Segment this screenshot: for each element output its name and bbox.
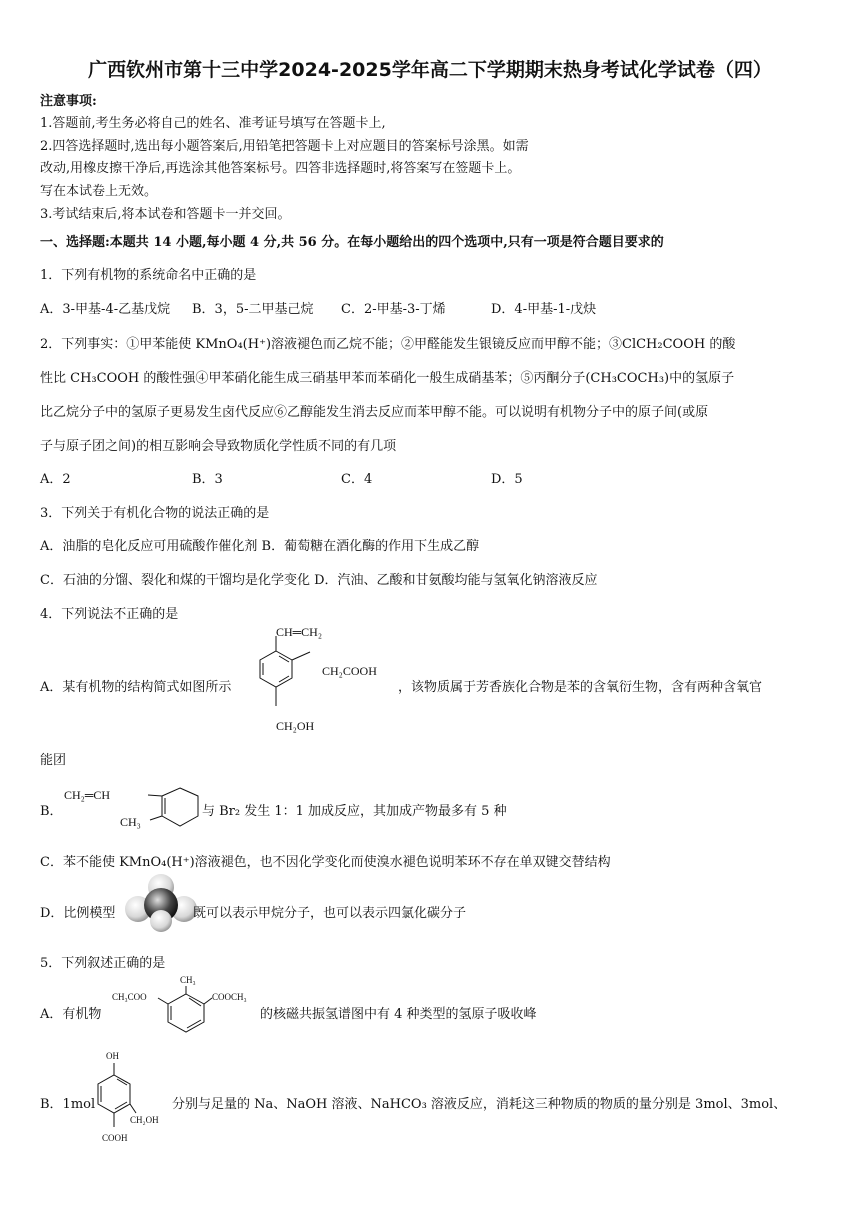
q2-option-b: B．3 <box>192 472 223 487</box>
q4-structure-b-methyl: CH₃ <box>120 815 141 829</box>
q3-options-cd: C．石油的分馏、裂化和煤的干馏均是化学变化 D．汽油、乙酸和甘氨酸均能与氢氧化钠溶液反应 <box>40 573 598 588</box>
section-heading: 一、选择题:本题共 14 小题,每小题 4 分,共 56 分。在每小题给出的四个选项中,只有一项是符合题目要求的 <box>40 235 664 250</box>
notice-line-5: 3.考试结束后,将本试卷和答题卡一并交回。 <box>40 207 291 222</box>
q4-structure-a <box>262 626 402 738</box>
q4-structure-b-vinyl: CH₂═CH <box>64 788 111 802</box>
q5-structure-a <box>112 972 262 1034</box>
q3-stem: 3．下列关于有机化合物的说法正确的是 <box>40 506 270 521</box>
q2-option-d: D．5 <box>491 472 523 487</box>
q5-structure-b <box>96 1047 176 1145</box>
q2-stem-line-3: 比乙烷分子中的氢原子更易发生卤代反应⑥乙醇能发生消去反应而苯甲醇不能。可以说明有机物分子中的原子间(或原 <box>40 405 709 420</box>
q5-structure-b-right: CH₂OH <box>130 1115 159 1125</box>
page-title: 广西钦州市第十三中学2024-2025学年高二下学期期末热身考试化学试卷（四） <box>88 59 772 81</box>
q5-option-a-prefix: A．有机物 <box>40 1007 102 1022</box>
q2-option-c: C．4 <box>341 472 373 487</box>
q5-structure-a-left: CH₃COO <box>112 992 147 1002</box>
q5-stem: 5．下列叙述正确的是 <box>40 956 166 971</box>
q3-options-ab: A．油脂的皂化反应可用硫酸作催化剂 B．葡萄糖在酒化酶的作用下生成乙醇 <box>40 539 480 554</box>
notice-line-2: 2.四答选择题时,选出每小题答案后,用铅笔把答题卡上对应题目的答案标号涂黑。如需 <box>40 139 529 154</box>
q2-stem-line-2: 性比 CH₃COOH 的酸性强④甲苯硝化能生成三硝基甲苯而苯硝化一般生成硝基苯；⑤丙酮分子(CH₃COCH₃)中的氢原子 <box>40 371 735 386</box>
q4-option-a-suffix: ，该物质属于芳香族化合物是苯的含氧衍生物，含有两种含氧官 <box>398 680 763 695</box>
notice-heading: 注意事项: <box>40 94 97 109</box>
q1-option-b: B．3，5-二甲基己烷 <box>192 302 314 317</box>
q1-option-d: D．4-甲基-1-戊炔 <box>491 302 597 317</box>
q2-stem-line-1: 2．下列事实：①甲苯能使 KMnO₄(H⁺)溶液褪色而乙烷不能；②甲醛能发生银镜反应而甲醇不能；③ClCH₂COOH 的酸 <box>40 337 736 352</box>
notice-line-3: 改动,用橡皮擦干净后,再选涂其他答案标号。四答非选择题时,将答案写在签题卡上。 <box>40 161 521 176</box>
q4-stem: 4．下列说法不正确的是 <box>40 607 179 622</box>
q4-option-d-suffix: 既可以表示甲烷分子，也可以表示四氯化碳分子 <box>193 906 467 921</box>
q5-structure-b-bottom: COOH <box>102 1133 128 1143</box>
q4-structure-a-bottom: CH₂OH <box>276 719 315 733</box>
q5-option-b-suffix: 分别与足量的 Na、NaOH 溶液、NaHCO₃ 溶液反应，消耗这三种物质的物质的量分别是 3mol、3mol、 <box>172 1097 787 1112</box>
space-filling-model-icon <box>126 877 196 931</box>
q4-option-b-suffix: 与 Br₂ 发生 1：1 加成反应，其加成产物最多有 5 种 <box>202 804 507 819</box>
q5-structure-a-top: CH₃ <box>180 975 196 985</box>
q4-option-b-prefix: B． <box>40 804 63 819</box>
q5-option-b-prefix: B．1mol <box>40 1097 96 1112</box>
q5-structure-a-right: COOCH₃ <box>212 992 247 1002</box>
q4-structure-a-vinyl: CH═CH₂ <box>276 625 323 639</box>
q4-structure-a-side: CH₂COOH <box>322 664 377 678</box>
q4-option-a-prefix: A．某有机物的结构简式如图所示 <box>40 680 232 695</box>
q5-option-a-suffix: 的核磁共振氢谱图中有 4 种类型的氢原子吸收峰 <box>260 1007 537 1022</box>
q4-option-d-prefix: D．比例模型 <box>40 906 116 921</box>
q2-option-a: A．2 <box>40 472 71 487</box>
notice-line-4: 写在本试卷上无效。 <box>40 184 158 199</box>
q4-option-a-continued: 能团 <box>40 753 67 768</box>
q1-option-c: C．2-甲基-3-丁烯 <box>341 302 446 317</box>
q2-stem-line-4: 子与原子团之间)的相互影响会导致物质化学性质不同的有几项 <box>40 439 397 454</box>
q4-structure-b <box>62 782 204 832</box>
q1-stem: 1．下列有机物的系统命名中正确的是 <box>40 268 257 283</box>
notice-line-1: 1.答题前,考生务必将自己的姓名、准考证号填写在答题卡上, <box>40 116 386 131</box>
q1-option-a: A．3-甲基-4-乙基戊烷 <box>40 302 171 317</box>
q5-structure-b-top: OH <box>106 1051 119 1061</box>
q4-option-c: C．苯不能使 KMnO₄(H⁺)溶液褪色，也不因化学变化而使溴水褪色说明苯环不存在单双键交替结构 <box>40 855 611 870</box>
